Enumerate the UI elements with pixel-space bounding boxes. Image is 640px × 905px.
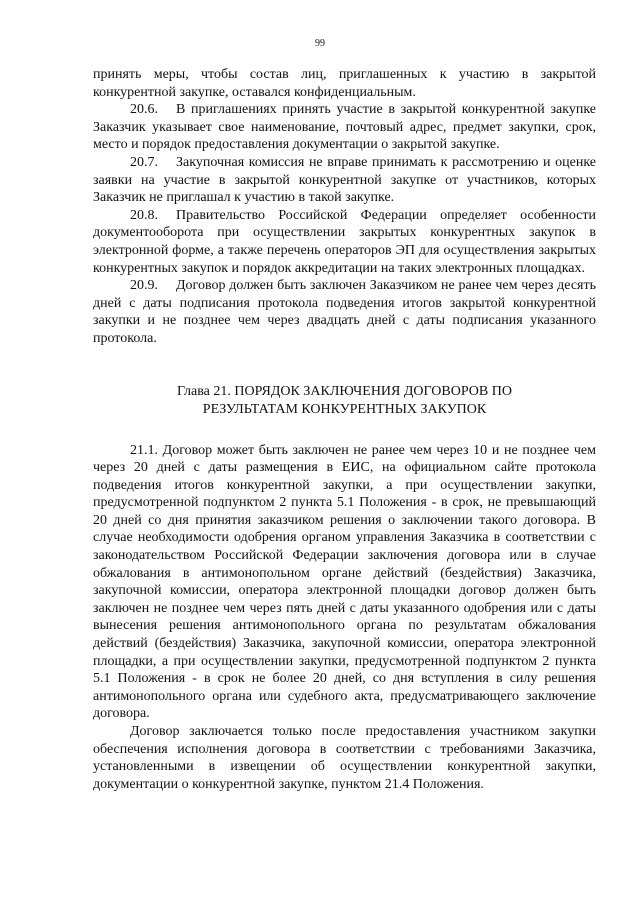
paragraph-continuation: принять меры, чтобы состав лиц, приглашенных к участию в закрытой конкурентной закупке, оставался конфиденциальным. bbox=[93, 67, 596, 100]
clause-number: 20.8. bbox=[130, 207, 158, 223]
paragraph-20-8 bbox=[93, 207, 596, 277]
clause-text: В приглашениях принять участие в закрытой конкурентной закупке Заказчик указывает свое наименование, почтовый адрес, предмет закупки, срок, место и порядок предоставления документации о закрытой закупке. bbox=[93, 102, 596, 153]
clause-text: Закупочная комиссия не вправе принимать к рассмотрению и оценке заявки на участие в закрытой конкурентной закупке от участников, которых Заказчик не приглашал к участию в такой закупке. bbox=[93, 154, 596, 206]
clause-text: Договор должен быть заключен Заказчиком не ранее чем через десять дней с даты подписания протокола подведения итогов закрытой конкурентной закупки и не позднее чем через двадцать дней с даты подписания указанного протокола. bbox=[93, 278, 596, 346]
clause-text: Правительство Российской Федерации определяет особенности документооборота при осуществлении закрытых конкурентных закупок в электронной форме, а также перечень операторов ЭП для осуществления закрытых конкурентных закупок и порядок аккредитации на таких электронных площадках. bbox=[93, 207, 596, 276]
paragraph-21-1: 21.1. Договор может быть заключен не ранее чем через 10 и не позднее чем через 20 дней с даты размещения в ЕИС, на официальном сайте протокола подведения итогов конкурентной закупки, а при осуществлении закупки, предусмотренной подпунктом 2 пункта 5.1 Положения - в срок, не превышающий 20 дней со дня принятия заказчиком решения о заключении такого договора. В случае необходимости одобрения органом управления Заказчика в соответствии с законодательством Российской Федерации заключения договора или в случае обжалования в антимонопольном органе действий (бездействия) Заказчика, закупочной комиссии, оператора электронной площадки договор должен быть заключен не позднее чем через пять дней с даты указанного одобрения или с даты вынесения решения антимонопольного органа по результатам обжалования действий (бездействия) Заказчика, закупочной комиссии, оператора электронной площадки, а при осуществлении закупки, предусмотренной подпунктом 2 пункта 5.1 Положения - в срок не более 20 дней, со дня вступления в силу решения антимонопольного органа или судебного акта, предусматривающего заключение договора. bbox=[93, 442, 596, 722]
page-number: 99 bbox=[315, 38, 325, 49]
clause-number: 20.6. bbox=[130, 102, 158, 118]
paragraph-contract-security: Договор заключается только после предоставления участником закупки обеспечения исполнения договора в соответствии с требованиями Заказчика, установленными в извещении об осуществлении конкурентной закупки, документации о конкурентной закупке, пунктом 21.4 Положения. bbox=[93, 724, 596, 792]
clause-number: 20.7. bbox=[130, 154, 158, 170]
clause-number: 20.9. bbox=[130, 278, 158, 294]
document-body bbox=[93, 66, 596, 793]
chapter-title-line2: РЕЗУЛЬТАТАМ КОНКУРЕНТНЫХ ЗАКУПОК bbox=[202, 401, 487, 417]
paragraph-20-6 bbox=[93, 101, 596, 154]
chapter-title bbox=[93, 383, 596, 419]
paragraph-20-9 bbox=[93, 277, 596, 347]
paragraph-20-7 bbox=[93, 154, 596, 207]
chapter-title-line1: Глава 21. ПОРЯДОК ЗАКЛЮЧЕНИЯ ДОГОВОРОВ ПО bbox=[177, 383, 512, 399]
